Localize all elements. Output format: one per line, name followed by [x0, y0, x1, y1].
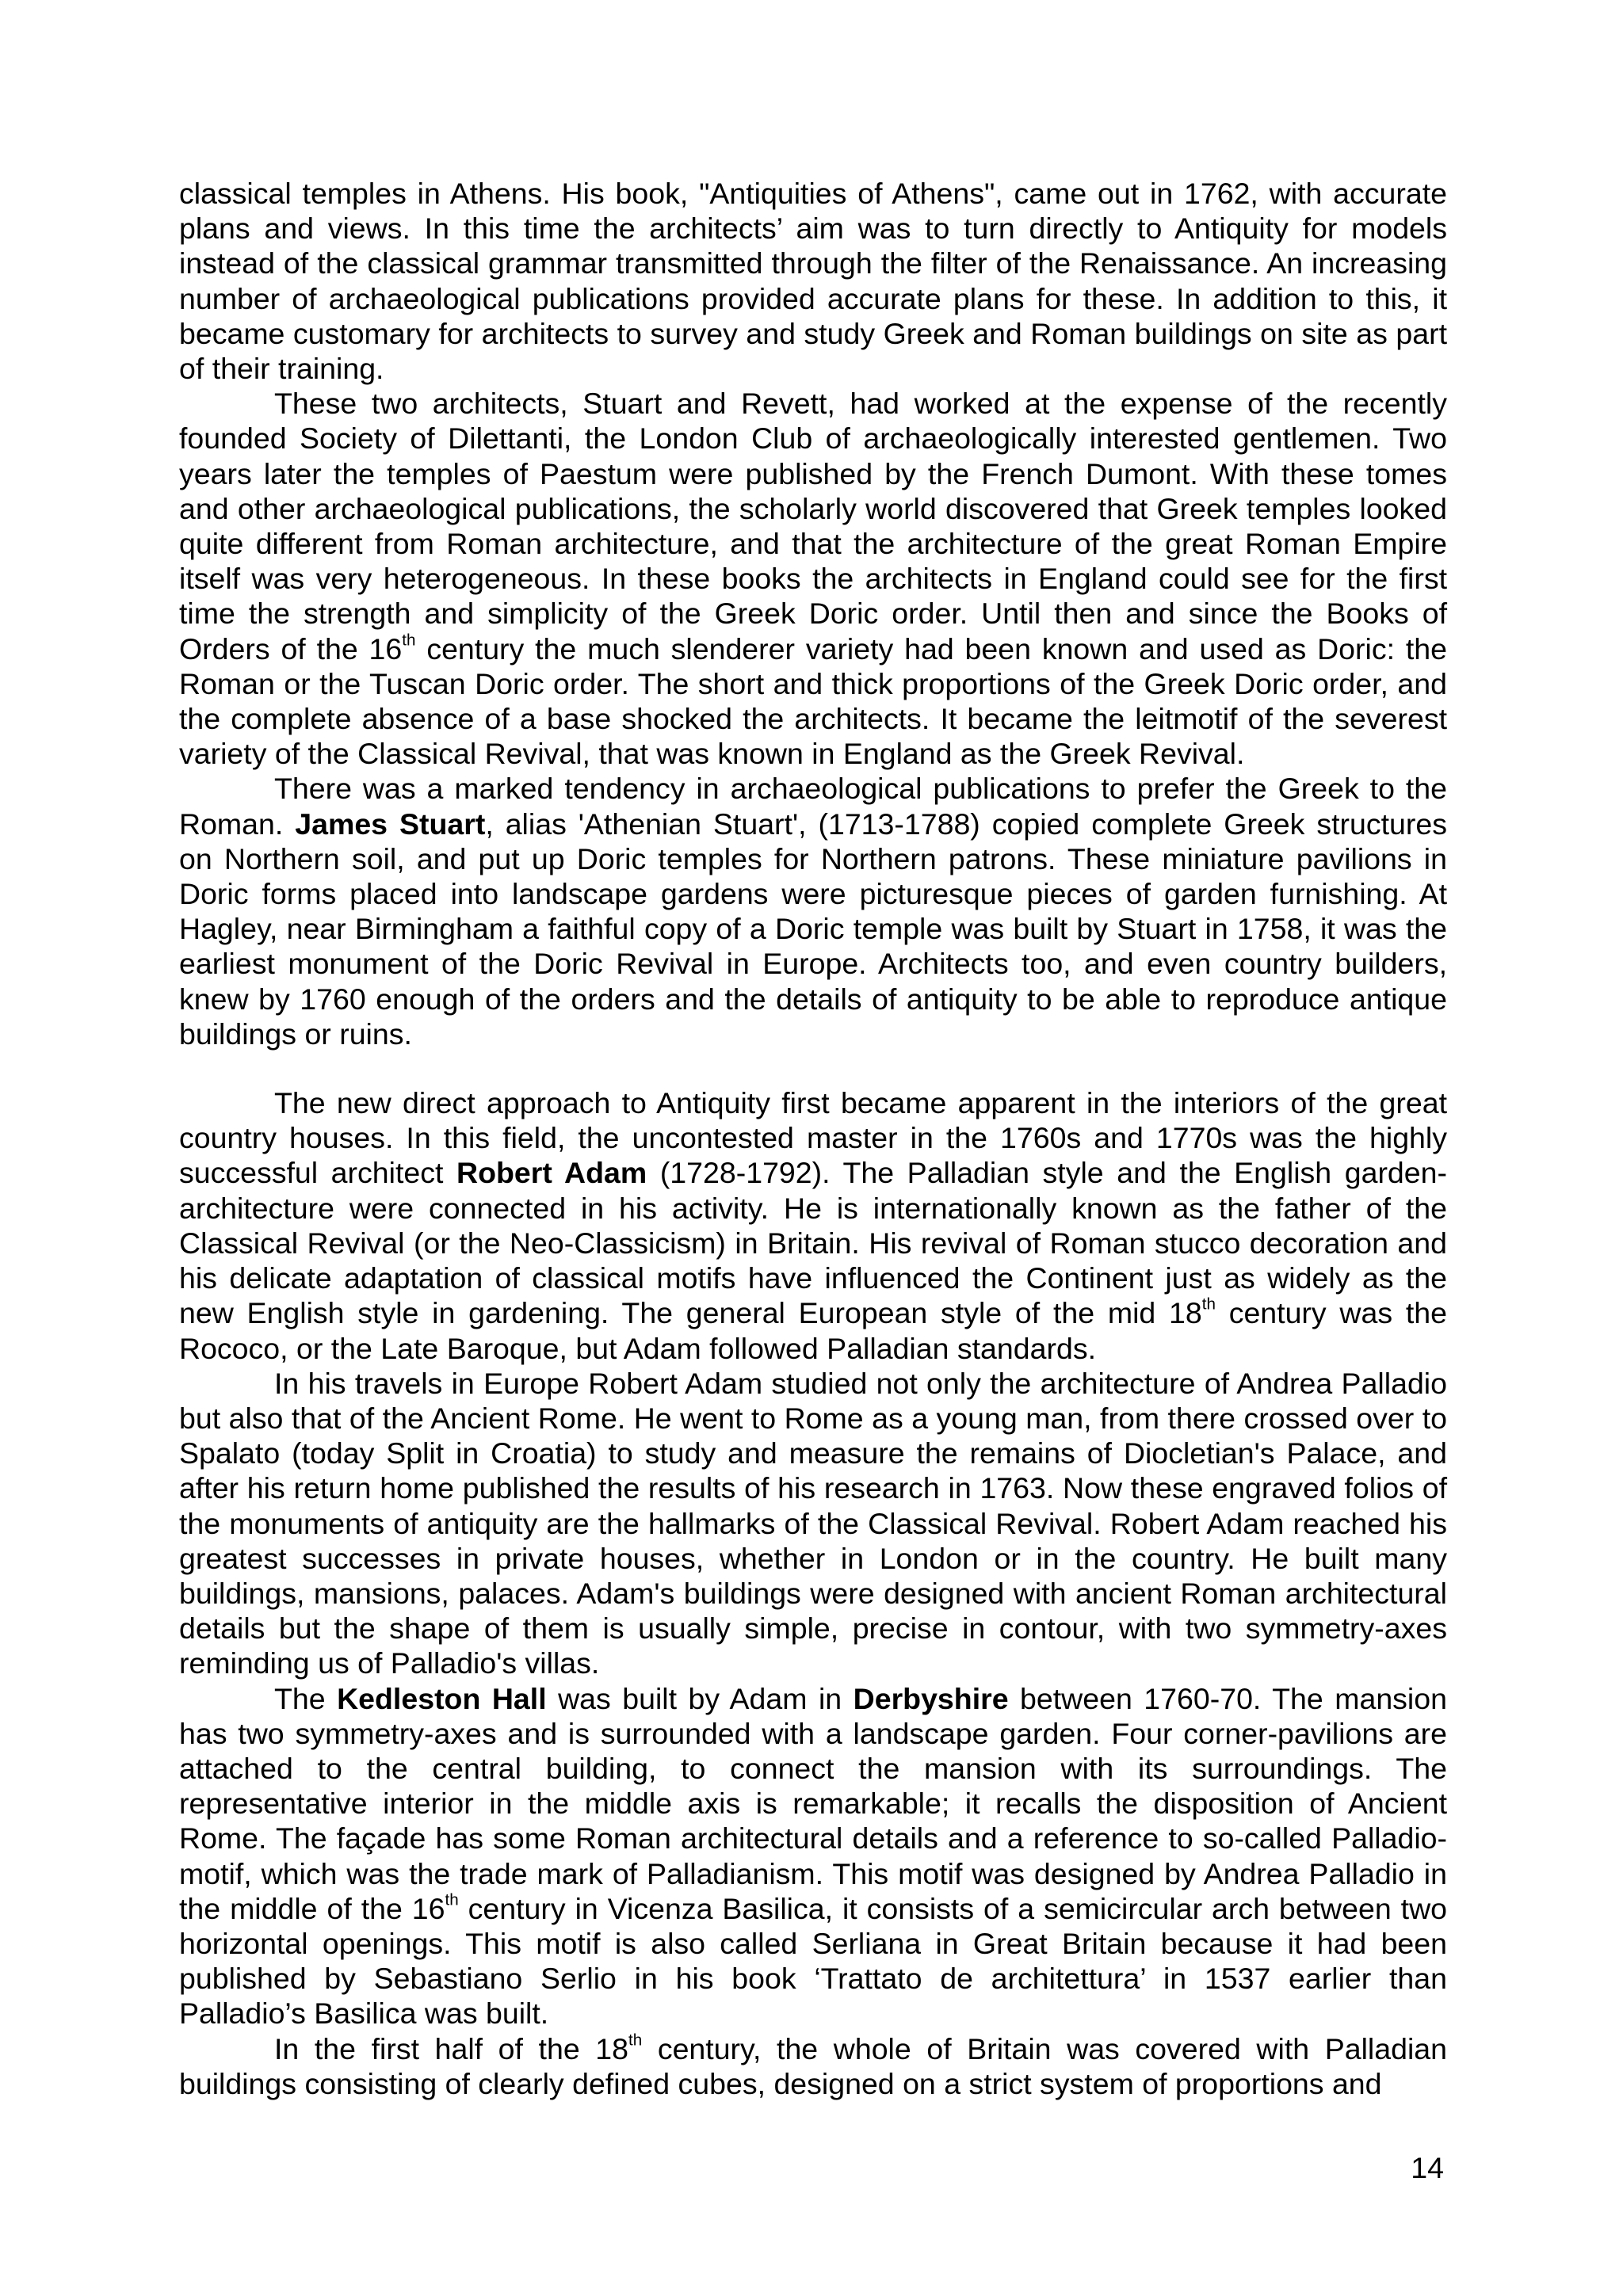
text-run: between 1760-70. The mansion has two symmetry-axes and is surrounded with a landscape garden. Four corner-pavilions are attached to the central building, to connect the mansion with its surroundings. The representative interior in the middle axis is remarkable; it recalls the disposition of Ancient Rome. The façade has some Roman architectural details and a reference to so-called Palladio-motif, which was the trade mark of Palladianism. This motif was designed by Andrea Palladio in the middle of the 16 — [179, 1681, 1447, 1925]
para-5 — [179, 1366, 1447, 1681]
text-run: century, the whole of Britain was covered with Palladian buildings consisting of clearly defined cubes, designed on a strict system of proportions and — [179, 2031, 1448, 2100]
para-4 — [179, 1085, 1447, 1366]
superscript: th — [1201, 1295, 1216, 1314]
bold-term: James Stuart — [295, 807, 486, 841]
para-7 — [179, 2031, 1447, 2101]
text-run: The — [274, 1681, 338, 1715]
text-run: century in Vicenza Basilica, it consists of a semicircular arch between two horizontal openings. This motif is also called Serliana in Great Britain because it had been published by Sebastiano Serlio in his book ‘Trattato de architettura’ in 1537 earlier than Palladio’s Basilica was built. — [179, 1891, 1447, 2031]
bold-term: Robert Adam — [456, 1156, 647, 1190]
text-run: classical temples in Athens. His book, "Antiquities of Athens", came out in 1762, with accurate plans and views. In this time the architects’ aim was to turn directly to Antiquity for models instead of the classical grammar transmitted through the filter of the Renaissance. An increasing number of archaeological publications provided accurate plans for these. In addition to this, it became customary for architects to survey and study Greek and Roman buildings on site as part of their training. — [179, 177, 1447, 386]
text-run: , alias 'Athenian Stuart', (1713-1788) copied complete Greek structures on Northern soil, and put up Doric temples for Northern patrons. These miniature pavilions in Doric forms placed into landscape gardens were picturesque pieces of garden furnishing. At Hagley, near Birmingham a faithful copy of a Doric temple was built by Stuart in 1758, it was the earliest monument of the Doric Revival in Europe. Architects too, and even country builders, knew by 1760 enough of the orders and the details of antiquity to be able to reproduce antique buildings or ruins. — [179, 807, 1447, 1051]
superscript: th — [628, 2031, 643, 2050]
text-run: was built by Adam in — [546, 1681, 854, 1715]
bold-term: Kedleston Hall — [337, 1681, 547, 1715]
text-run: In the first half of the 18 — [274, 2031, 629, 2065]
text-run: century was the Rococo, or the Late Baroque, but Adam followed Palladian standards. — [179, 1296, 1448, 1365]
text-run: In his travels in Europe Robert Adam studied not only the architecture of Andrea Palladio but also that of the Ancient Rome. He went to Rome as a young man, from there crossed over to Spalato (today Split in Croatia) to study and measure the remains of Diocletian's Palace, and after his return home published the results of his research in 1763. Now these engraved folios of the monuments of antiquity are the hallmarks of the Classical Revival. Robert Adam reached his greatest successes in private houses, whether in London or in the country. He built many buildings, mansions, palaces. Adam's buildings were designed with ancient Roman architectural details but the shape of them is usually simple, precise in contour, with two symmetry-axes reminding us of Palladio's villas. — [179, 1366, 1447, 1680]
text-run: century the much slenderer variety had been known and used as Doric: the Roman or the Tuscan Doric order. The short and thick proportions of the Greek Doric order, and the complete absence of a base shocked the architects. It became the leitmotif of the severest variety of the Classical Revival, that was known in England as the Greek Revival. — [179, 631, 1447, 771]
text-run: These two architects, Stuart and Revett, had worked at the expense of the recently founded Society of Dilettanti, the London Club of archaeologically interested gentlemen. Two years later the temples of Paestum were published by the French Dumont. With these tomes and other archaeological publications, the scholarly world discovered that Greek temples looked quite different from Roman architecture, and that the architecture of the great Roman Empire itself was very heterogeneous. In these books the architects in England could see for the first time the strength and simplicity of the Greek Doric order. Until then and since the Books of Orders of the 16 — [179, 387, 1447, 666]
para-1 — [179, 176, 1447, 386]
para-6 — [179, 1681, 1447, 2031]
body-text — [179, 176, 1447, 2101]
para-3 — [179, 771, 1447, 1051]
superscript: th — [445, 1890, 459, 1909]
page-number: 14 — [1411, 2151, 1444, 2184]
text-run: (1728-1792). The Palladian style and the English garden-architecture were connected in his activity. He is internationally known as the father of the Classical Revival (or the Neo-Classicism) in Britain. His revival of Roman stucco decoration and his delicate adaptation of classical motifs have influenced the Continent just as widely as the new English style in gardening. The general European style of the mid 18 — [179, 1156, 1447, 1330]
text-run: The new direct approach to Antiquity first became apparent in the interiors of the great country houses. In this field, the uncontested master in the 1760s and 1770s was the highly successful architect — [179, 1086, 1447, 1190]
bold-term: Derbyshire — [853, 1681, 1009, 1715]
para-2 — [179, 386, 1447, 771]
superscript: th — [402, 631, 416, 650]
text-run: There was a marked tendency in archaeological publications to prefer the Greek to the Roman. — [179, 772, 1447, 841]
